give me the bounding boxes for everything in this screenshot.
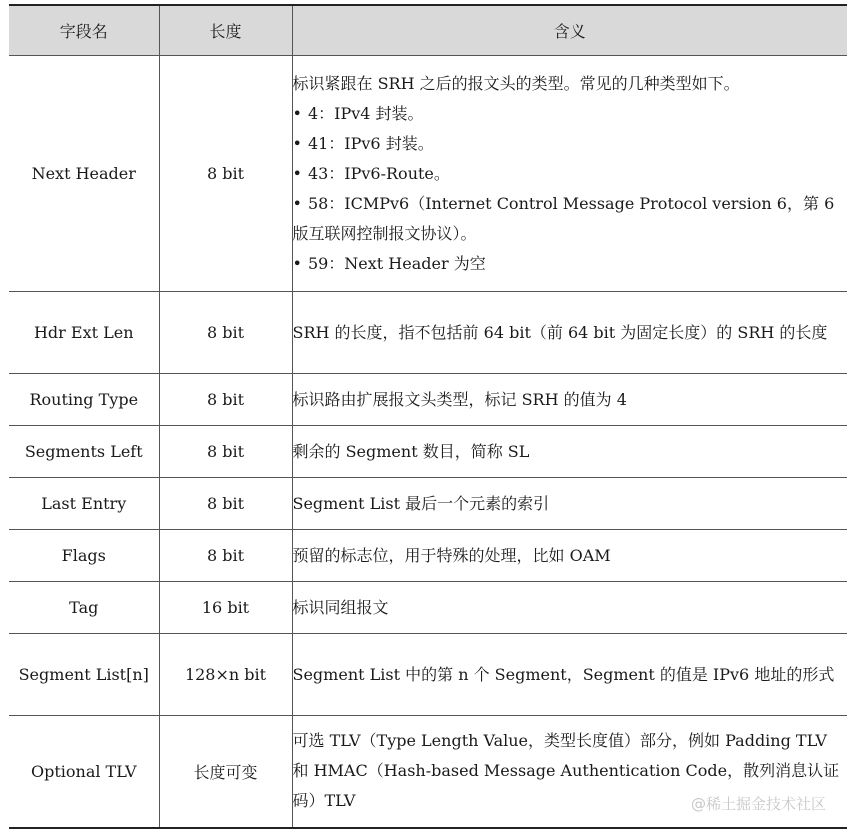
- field-length: 8 bit: [159, 56, 292, 292]
- table-row: [9, 426, 847, 478]
- field-meaning: 预留的标志位，用于特殊的处理，比如 OAM: [292, 530, 847, 582]
- field-meaning: Segment List 最后一个元素的索引: [292, 478, 847, 530]
- table-row: [9, 530, 847, 582]
- header-meaning: 含义: [292, 5, 847, 56]
- field-meaning: [292, 56, 847, 292]
- list-item: • 43：IPv6-Route。: [293, 159, 848, 189]
- field-name: Flags: [9, 530, 159, 582]
- list-item: • 59：Next Header 为空: [293, 249, 848, 279]
- field-meaning: SRH 的长度，指不包括前 64 bit（前 64 bit 为固定长度）的 SRH 的长度: [292, 292, 847, 374]
- field-length: 8 bit: [159, 292, 292, 374]
- list-item: • 58：ICMPv6（Internet Control Message Protocol version 6，第 6 版互联网控制报文协议）。: [293, 189, 848, 249]
- field-name: Last Entry: [9, 478, 159, 530]
- field-length: 128×n bit: [159, 634, 292, 716]
- srh-field-table: [9, 4, 847, 829]
- header-length: 长度: [159, 5, 292, 56]
- field-name: Next Header: [9, 56, 159, 292]
- table-row: [9, 56, 847, 292]
- field-length: 16 bit: [159, 582, 292, 634]
- list-item: • 41：IPv6 封装。: [293, 129, 848, 159]
- field-meaning: 标识同组报文: [292, 582, 847, 634]
- meaning-intro: 标识紧跟在 SRH 之后的报文头的类型。常见的几种类型如下。: [292, 73, 740, 93]
- field-name: Segments Left: [9, 426, 159, 478]
- field-name: Optional TLV: [9, 716, 159, 828]
- table-row: [9, 478, 847, 530]
- field-name: Hdr Ext Len: [9, 292, 159, 374]
- table-row: [9, 582, 847, 634]
- table-header-row: [9, 5, 847, 56]
- field-length: 长度可变: [159, 716, 292, 828]
- table-row: [9, 292, 847, 374]
- field-length: 8 bit: [159, 426, 292, 478]
- field-name: Tag: [9, 582, 159, 634]
- table-row: [9, 634, 847, 716]
- field-name: Routing Type: [9, 374, 159, 426]
- field-meaning: Segment List 中的第 n 个 Segment，Segment 的值是 IPv6 地址的形式: [292, 634, 847, 716]
- field-length: 8 bit: [159, 530, 292, 582]
- table-row: [9, 374, 847, 426]
- field-meaning: 剩余的 Segment 数目，简称 SL: [292, 426, 847, 478]
- field-meaning: 可选 TLV（Type Length Value，类型长度值）部分，例如 Padding TLV 和 HMAC（Hash-based Message Authentication Code，散列消息认证码）TLV: [292, 716, 847, 828]
- field-meaning: 标识路由扩展报文头类型，标记 SRH 的值为 4: [292, 374, 847, 426]
- field-name: Segment List[n]: [9, 634, 159, 716]
- header-field-name: 字段名: [9, 5, 159, 56]
- watermark: @稀土掘金技术社区: [690, 795, 826, 813]
- list-item: • 4：IPv4 封装。: [293, 99, 848, 129]
- field-length: 8 bit: [159, 478, 292, 530]
- field-length: 8 bit: [159, 374, 292, 426]
